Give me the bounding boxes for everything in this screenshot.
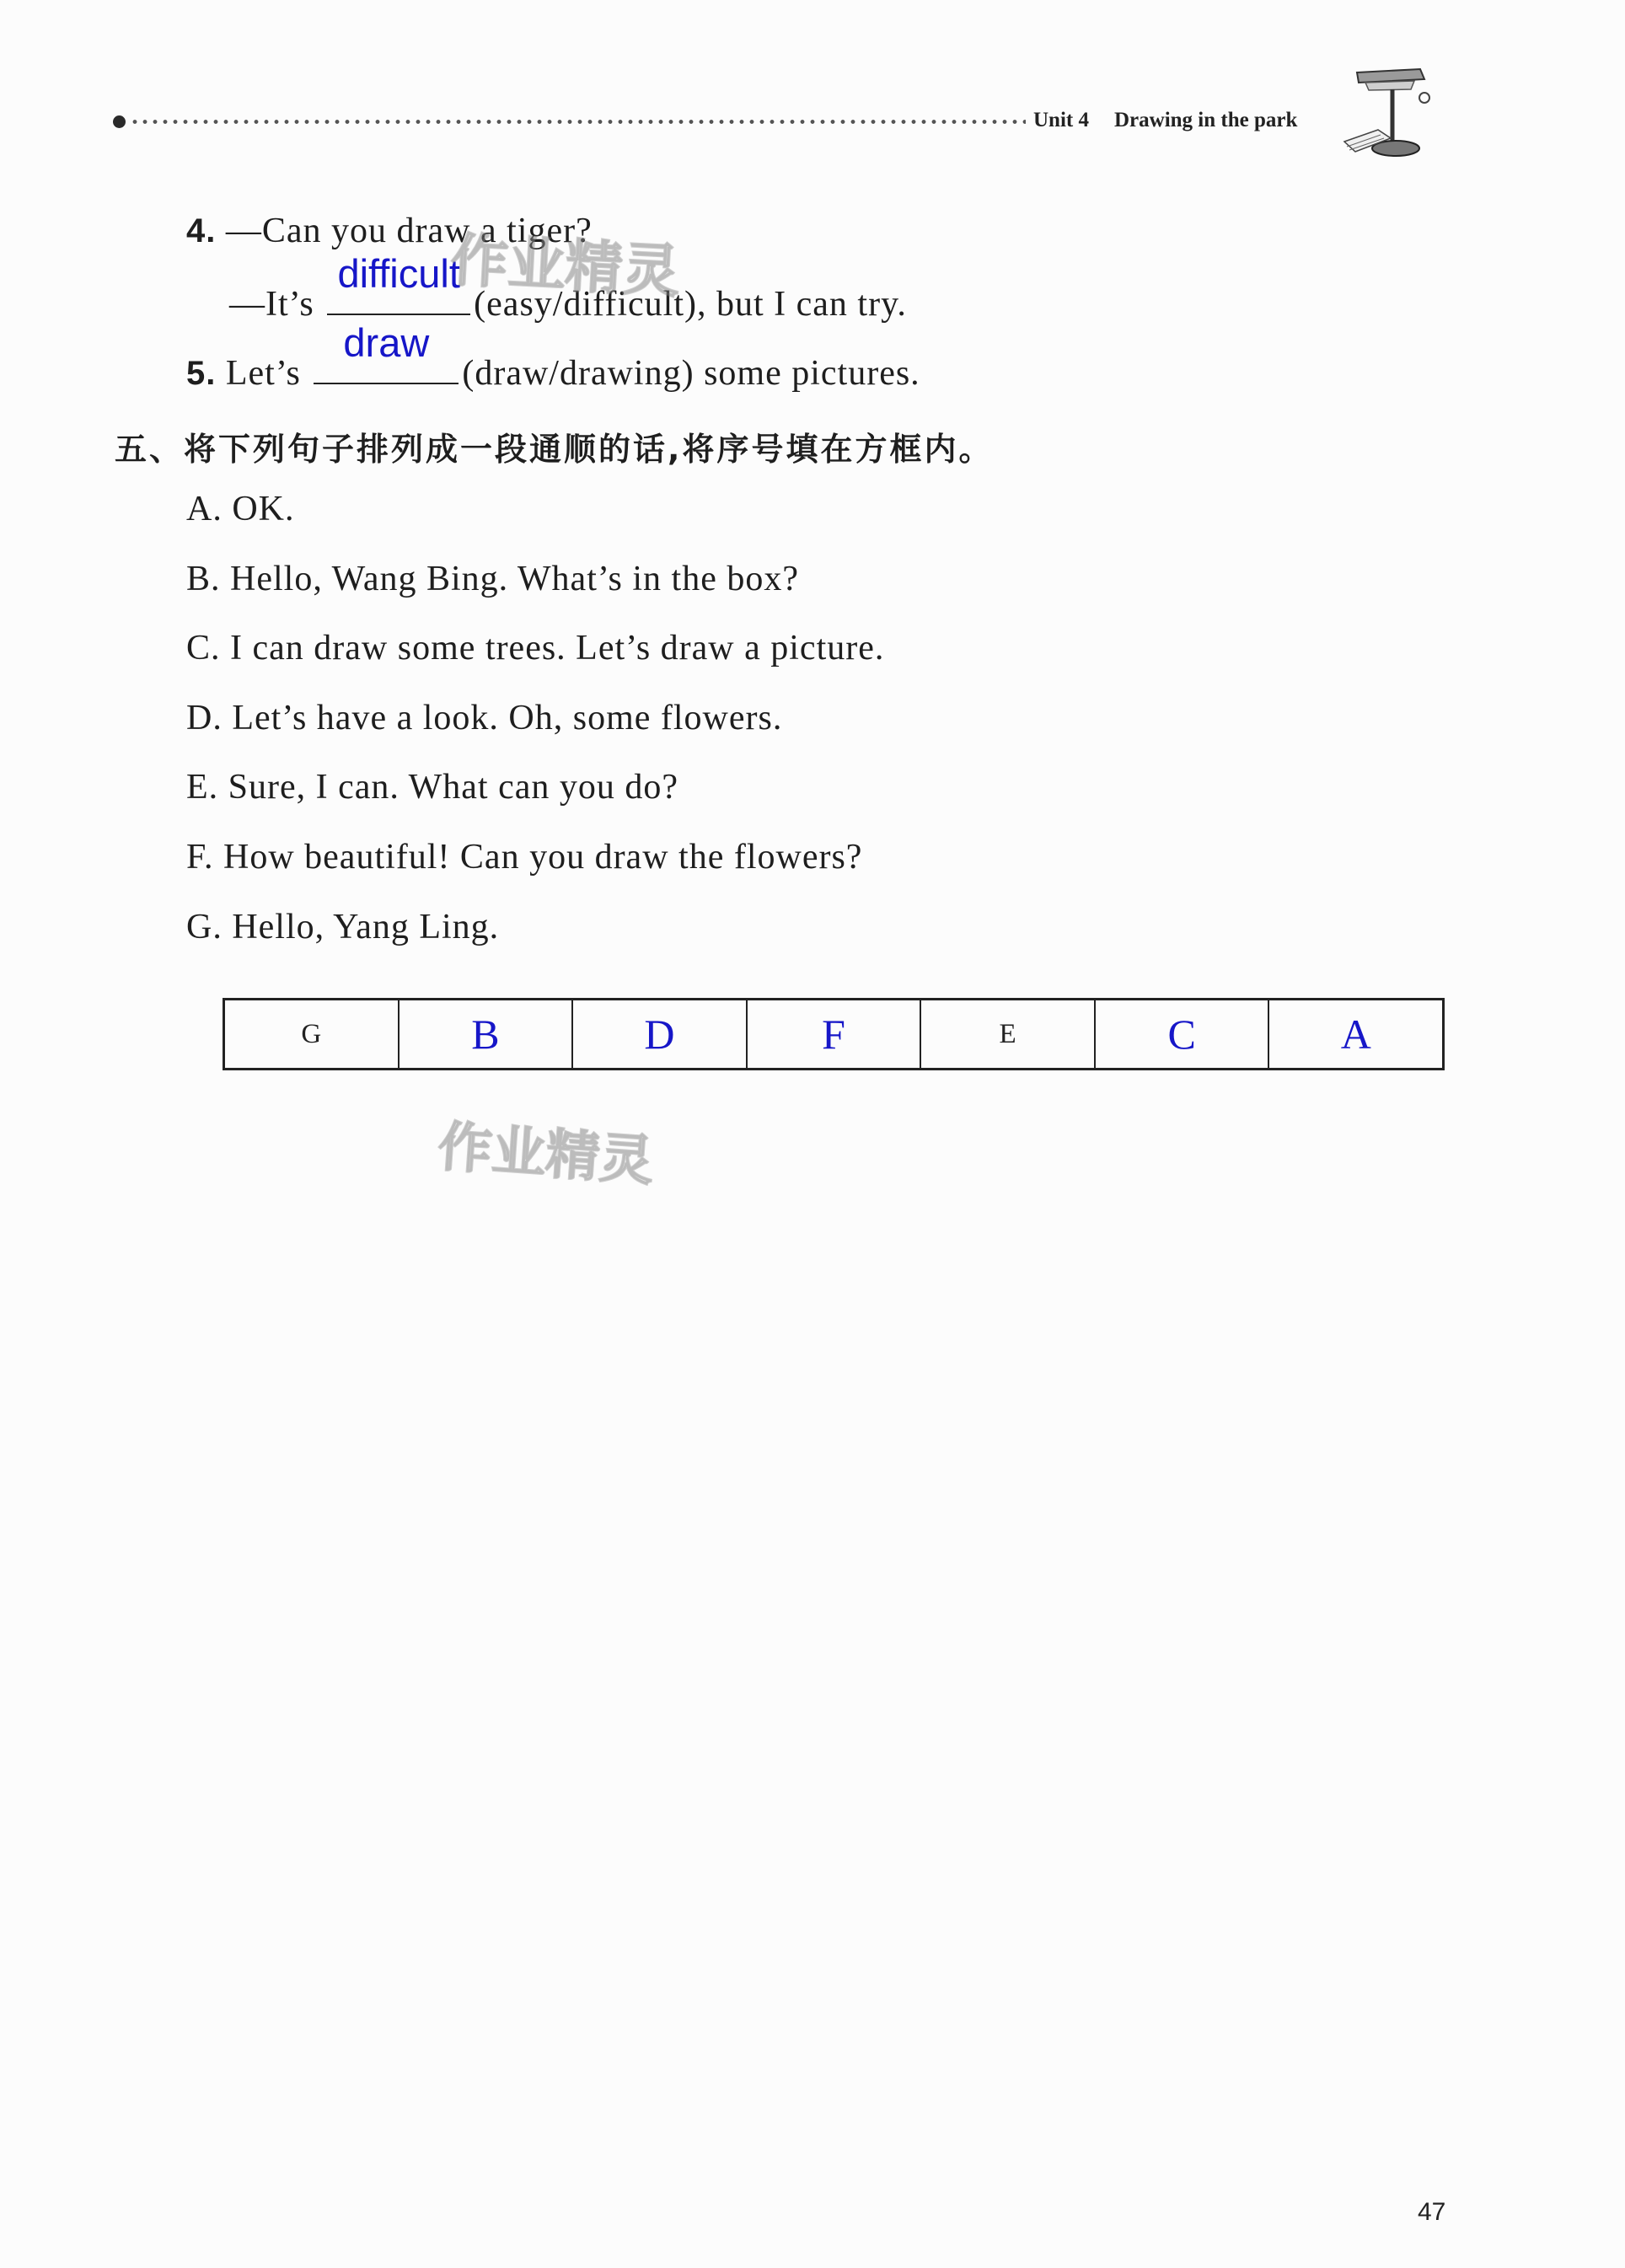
watermark: 作业精灵 — [436, 1116, 656, 1193]
header-bullet — [113, 115, 126, 128]
handwritten-answer: difficult — [337, 251, 460, 296]
sentence-b: B. Hello, Wang Bing. What’s in the box? — [186, 560, 799, 598]
question-text: Let’s — [225, 354, 301, 393]
header-unit: Unit 4 — [1033, 109, 1089, 131]
header-title: Drawing in the park — [1113, 109, 1298, 131]
handwritten-answer: draw — [343, 320, 430, 365]
desk-lamp-illustration — [1340, 64, 1475, 165]
answer-box: B — [400, 1000, 574, 1068]
answer-box: A — [1340, 1011, 1371, 1058]
question-text: (easy/difficult), but I can try. — [474, 285, 907, 324]
sentence-f: F. How beautiful! Can you draw the flowers? — [186, 838, 863, 877]
answer-box: C — [1096, 1000, 1270, 1068]
header-dotted-rule — [130, 119, 1026, 125]
sentence-d: D. Let’s have a look. Oh, some flowers. — [186, 699, 783, 737]
sentence-g: G. Hello, Yang Ling. — [186, 908, 500, 946]
section-heading: 五、将下列句子排列成一段通顺的话,将序号填在方框内。 — [115, 431, 994, 468]
page-number: 47 — [1418, 2198, 1446, 2226]
answer-box: G — [225, 1000, 400, 1068]
sentence-c: C. I can draw some trees. Let’s draw a picture. — [186, 629, 885, 668]
question-number: 4. — [186, 212, 217, 249]
question-5-line — [186, 320, 920, 394]
question-number: 5. — [186, 355, 217, 392]
watermark: 作业精灵 — [448, 227, 682, 307]
question-text: —Can you draw a tiger? — [225, 212, 593, 250]
answer-box: D — [573, 1000, 748, 1068]
answer-box: E — [921, 1000, 1096, 1068]
sentence-e: E. Sure, I can. What can you do? — [186, 768, 679, 807]
question-text: —It’s — [229, 285, 314, 324]
answer-order-table — [223, 998, 1445, 1070]
answer-blank — [314, 320, 459, 384]
sentence-a: A. OK. — [186, 490, 295, 528]
running-header — [1033, 109, 1297, 132]
question-text: (draw/drawing) some pictures. — [462, 354, 920, 393]
answer-box: F — [748, 1000, 922, 1068]
